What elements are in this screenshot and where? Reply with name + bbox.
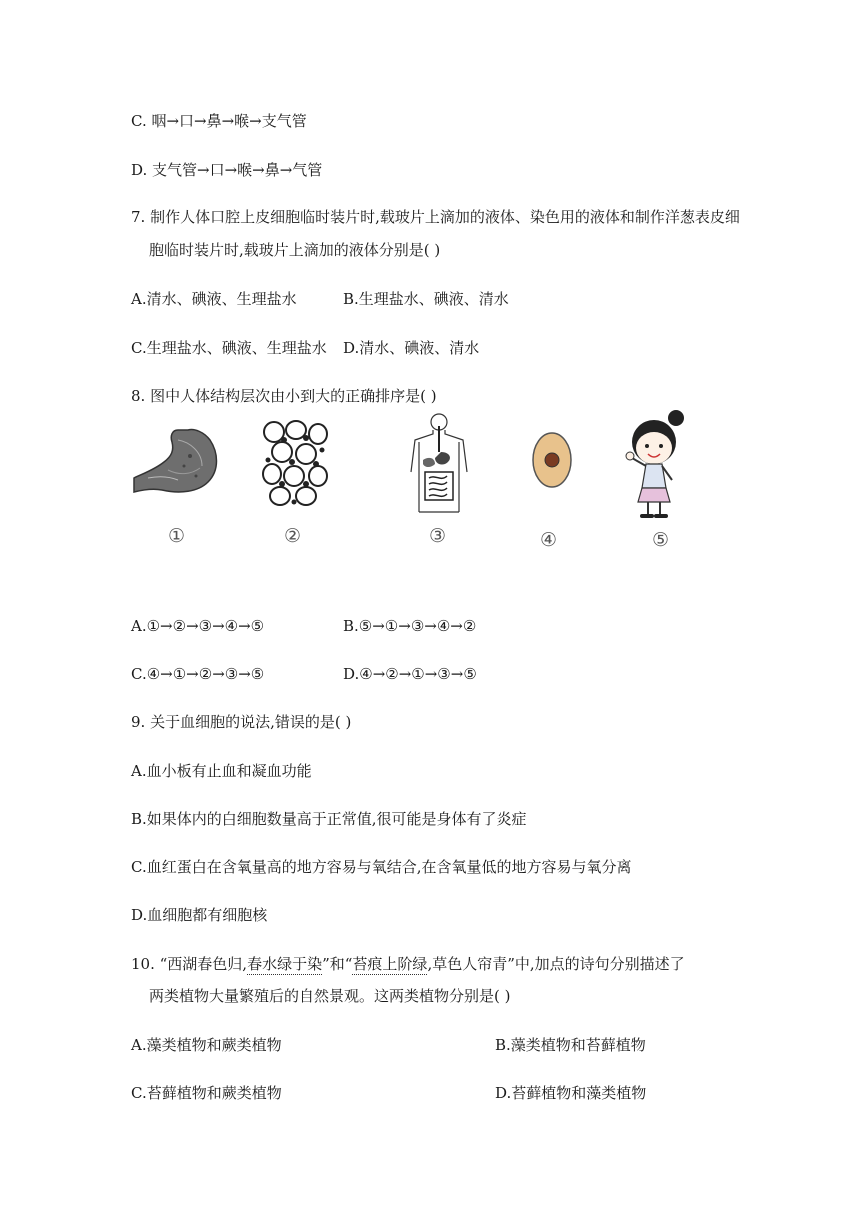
stomach-icon <box>128 426 224 506</box>
q6-option-d: D. 支气管→口→喉→鼻→气管 <box>131 161 323 179</box>
q6-option-c: C. 咽→口→鼻→喉→支气管 <box>131 112 307 130</box>
q10-option-a: A.藻类植物和蕨类植物 <box>131 1036 282 1054</box>
q10-stem-part-1: 10. “西湖春色归, <box>131 955 248 973</box>
figure-label-1: ① <box>168 525 186 547</box>
tissue-cells-icon <box>262 420 328 506</box>
q10-stem-line-2: 两类植物大量繁殖后的自然景观。这两类植物分别是( ) <box>149 987 511 1005</box>
q8-stem: 8. 图中人体结构层次由小到大的正确排序是( ) <box>131 387 437 405</box>
q7-stem-line-1: 7. 制作人体口腔上皮细胞临时装片时,载玻片上滴加的液体、染色用的液体和制作洋葱表皮细 <box>131 208 740 226</box>
q8-option-d: D.④→②→①→③→⑤ <box>343 665 477 683</box>
digestive-system-icon <box>405 412 473 522</box>
figure-label-4: ④ <box>540 529 558 551</box>
q10-stem-part-5: ,草色人帘青”中,加点的诗句分别描述了 <box>427 955 685 973</box>
q9-option-b: B.如果体内的白细胞数量高于正常值,很可能是身体有了炎症 <box>131 810 527 828</box>
q7-option-b: B.生理盐水、碘液、清水 <box>343 290 509 308</box>
q8-option-c: C.④→①→②→③→⑤ <box>131 665 265 683</box>
q10-dotted-phrase-2: 苔痕上阶绿 <box>352 955 428 973</box>
q9-option-c: C.血红蛋白在含氧量高的地方容易与氧结合,在含氧量低的地方容易与氧分离 <box>131 858 632 876</box>
q9-stem: 9. 关于血细胞的说法,错误的是( ) <box>131 713 352 731</box>
q7-option-d: D.清水、碘液、清水 <box>343 339 480 357</box>
cell-icon <box>530 430 574 490</box>
q8-option-b: B.⑤→①→③→④→② <box>343 617 477 635</box>
q10-option-b: B.藻类植物和苔藓植物 <box>495 1036 646 1054</box>
q9-option-d: D.血细胞都有细胞核 <box>131 906 268 924</box>
q10-stem-line-1 <box>131 954 685 974</box>
figure-label-2: ② <box>284 525 302 547</box>
girl-icon <box>620 406 700 522</box>
q10-stem-part-3: ”和“ <box>322 955 353 973</box>
figure-label-5: ⑤ <box>652 529 670 551</box>
q10-dotted-phrase-1: 春水绿于染 <box>247 955 323 973</box>
q10-option-c: C.苔藓植物和蕨类植物 <box>131 1084 282 1102</box>
figure-label-3: ③ <box>429 525 447 547</box>
q7-stem-line-2: 胞临时装片时,载玻片上滴加的液体分别是( ) <box>149 241 441 259</box>
q9-option-a: A.血小板有止血和凝血功能 <box>131 762 312 780</box>
q8-option-a: A.①→②→③→④→⑤ <box>131 617 265 635</box>
q7-option-c: C.生理盐水、碘液、生理盐水 <box>131 339 327 357</box>
q10-option-d: D.苔藓植物和藻类植物 <box>495 1084 647 1102</box>
q7-option-a: A.清水、碘液、生理盐水 <box>131 290 297 308</box>
